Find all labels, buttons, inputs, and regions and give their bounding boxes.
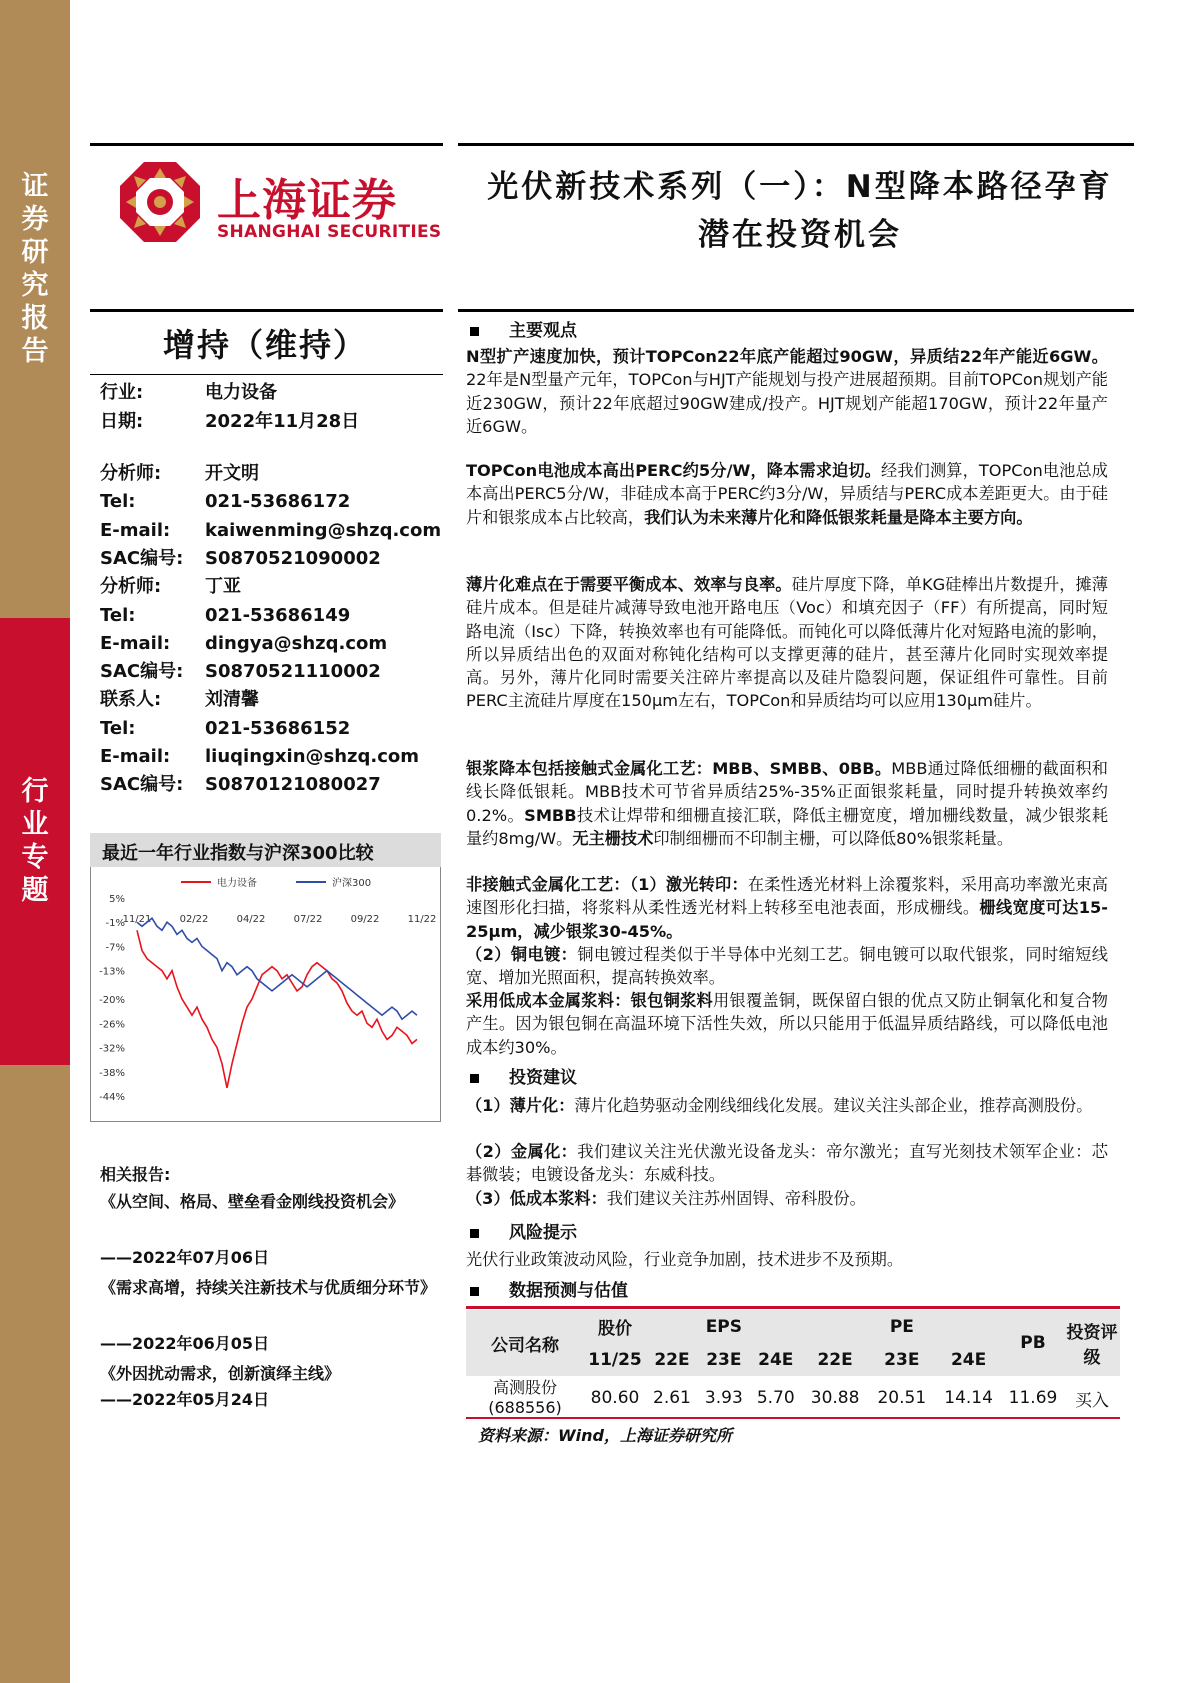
- analyst-name-row: [100, 687, 259, 713]
- chart-title: 最近一年行业指数与沪深300比较: [102, 843, 374, 864]
- index-comparison-chart: [91, 868, 439, 1118]
- th-eps: EPS: [646, 1310, 802, 1343]
- analyst-sac: S0870521090002: [205, 547, 381, 569]
- para-4-smbb: SMBB: [524, 805, 577, 825]
- para-5-body: 在柔性透光材料上涂覆浆料，采用高功率激光束高速图形化扫描，将浆料从柔性透光材料上转移至电池表面，形成栅线。: [466, 875, 1108, 918]
- para-1-body: 22年是N型量产元年，TOPCon与HJT产能规划与投产进展超预期。目前TOPCon规划产能近230GW，预计22年底超过90GW建成/投产。HJT规划产能超170GW，预计22年量产近6GW。: [466, 370, 1108, 436]
- section-main-points-label: 主要观点: [509, 321, 577, 341]
- invest-1-lead: （1）薄片化：: [466, 1096, 575, 1115]
- para-n-type-capacity: [466, 345, 1108, 438]
- para-2-lead: TOPCon电池成本高出PERC约5分/W，降本需求迫切。: [466, 461, 881, 480]
- th-eps-24: 24E: [750, 1343, 802, 1376]
- x-tick-label: 07/22: [293, 914, 323, 926]
- invest-paste: [466, 1187, 1108, 1210]
- related-report-date: ——2022年05月24日: [100, 1390, 270, 1409]
- logo-name-en: SHANGHAI SECURITIES: [217, 222, 442, 242]
- data-source: 资料来源：Wind，上海证券研究所: [478, 1426, 732, 1445]
- section-forecast: [470, 1276, 628, 1301]
- related-report-date: ——2022年06月05日: [100, 1334, 270, 1353]
- analyst-sac-row: [100, 546, 381, 572]
- analyst-name-row: [100, 574, 241, 600]
- analyst-sac_label: SAC编号:: [100, 661, 184, 683]
- invest-3-lead: （3）低成本浆料：: [466, 1189, 607, 1208]
- analyst-tel: 021-53686152: [205, 717, 351, 739]
- industry-label: 行业:: [100, 382, 144, 403]
- invest-3-body: 我们建议关注苏州固锝、帝科股份。: [606, 1189, 866, 1208]
- para-silver-copper: [466, 989, 1108, 1059]
- section-investment-label: 投资建议: [509, 1068, 577, 1088]
- invest-thin-wafer: [466, 1094, 1108, 1117]
- analyst-sac_label: SAC编号:: [100, 547, 184, 569]
- table-row: [466, 1376, 1120, 1420]
- analyst-sac-row: [100, 772, 381, 798]
- analyst-tel_label: Tel:: [100, 604, 136, 626]
- related-report-title[interactable]: 《外因扰动需求，创新演绎主线》: [100, 1364, 341, 1383]
- analyst-sac_label: SAC编号:: [100, 774, 184, 796]
- para-topcon-cost: [466, 459, 1108, 529]
- section-bullet-icon: [470, 1287, 479, 1296]
- para-1-lead: N型扩产速度加快，预计TOPCon22年底产能超过90GW，异质结22年产能近6GW。: [466, 347, 1108, 366]
- header-rule-right: [458, 143, 1134, 146]
- analyst-name: 丁亚: [205, 576, 241, 598]
- section-forecast-label: 数据预测与估值: [509, 1281, 628, 1301]
- td-price: 80.60: [590, 1388, 640, 1408]
- analyst-role: 联系人:: [100, 689, 162, 711]
- para-2-body: 经我们测算，TOPCon电池总成本高出PERC5分/W，非硅成本高于PERC约3分/W，异质结与PERC成本差距更大。由于硅片和银浆成本占比较高，: [466, 461, 1108, 527]
- date-value: 2022年11月28日: [205, 411, 360, 432]
- para-thin-wafer: [466, 573, 1108, 713]
- header-rule-left: [90, 143, 443, 146]
- para-4-body: MBB通过降低细栅的截面积和线长降低银耗。MBB技术可节省异质结25%-35%正面银浆耗量，同时提升转换效率约0.2%。: [466, 759, 1108, 825]
- industry-value: 电力设备: [205, 382, 277, 403]
- section-bullet-icon: [470, 1229, 479, 1238]
- td-pe-23: 20.51: [877, 1388, 927, 1408]
- analyst-tel-row: [100, 716, 350, 742]
- td-company: [466, 1376, 584, 1420]
- para-7-body: 用银覆盖铜，既保留白银的优点又防止铜氧化和复合物产生。因为银包铜在高温环境下活性失效，所以只能用于低温异质结路线，可以降低电池成本约30%。: [466, 991, 1108, 1057]
- y-tick-label: -44%: [99, 1092, 125, 1103]
- th-pe-22: 22E: [802, 1343, 869, 1376]
- analyst-email_label: E-mail:: [100, 746, 171, 767]
- sidebar-category: 行 业 专 题: [21, 776, 49, 906]
- x-tick-label: 11/22: [407, 914, 437, 926]
- td-eps-23: 3.93: [704, 1388, 743, 1408]
- th-eps-23: 23E: [698, 1343, 750, 1376]
- invest-2-lead: （2）金属化：: [466, 1142, 578, 1161]
- table-header-row: [466, 1310, 1120, 1343]
- th-pe-24: 24E: [935, 1343, 1002, 1376]
- para-5-lead: 非接触式金属化工艺：（1）激光转印：: [466, 875, 748, 894]
- para-contact-metallization: [466, 757, 1108, 850]
- analyst-email_label: E-mail:: [100, 519, 171, 541]
- para-6-body: 铜电镀过程类似于半导体中光刻工艺。铜电镀可以取代银浆，同时缩短线宽、增加光照面积，提高转换效率。: [466, 945, 1108, 988]
- analyst-tel: 021-53686172: [205, 491, 351, 513]
- td-eps-22: 2.61: [653, 1388, 691, 1408]
- related-report-date: ——2022年07月06日: [100, 1248, 270, 1267]
- th-pe: PE: [802, 1310, 1002, 1343]
- th-pb: PB: [1002, 1310, 1064, 1376]
- analyst-name: 开文明: [205, 463, 259, 484]
- analyst-tel: 021-53686149: [205, 604, 351, 626]
- risk-text: 光伏行业政策波动风险，行业竞争加剧，技术进步不及预期。: [466, 1250, 904, 1269]
- header-rule-right-bottom: [458, 309, 1134, 312]
- analyst-email: liuqingxin@shzq.com: [205, 746, 420, 767]
- analyst-sac-row: [100, 659, 381, 685]
- para-3-lead: 薄片化难点在于需要平衡成本、效率与良率。: [466, 575, 792, 594]
- chart-header: [90, 833, 441, 867]
- y-tick-label: -26%: [99, 1019, 125, 1031]
- td-pe-24: 14.14: [944, 1388, 993, 1408]
- x-tick-label: 11/21: [122, 914, 152, 926]
- date-label: 日期:: [100, 411, 144, 432]
- analyst-email-row: [100, 631, 387, 657]
- logo-name-cn: 上海证券: [217, 175, 397, 226]
- related-report-title[interactable]: 《需求高增，持续关注新技术与优质细分环节》: [100, 1278, 437, 1297]
- invest-2-body: 我们建议关注光伏激光设备龙头：帝尔激光；直写光刻技术领军企业：芯碁微装；电镀设备龙头：东威科技。: [466, 1142, 1108, 1185]
- y-tick-label: -1%: [105, 918, 125, 930]
- company-name: 高测股份: [492, 1378, 557, 1397]
- para-4-body-3: 印制细栅而不印制主栅，可以降低80%银浆耗量。: [653, 828, 1014, 848]
- x-tick-label: 09/22: [350, 914, 380, 926]
- sidebar: [0, 0, 70, 1683]
- legend-label: 电力设备: [217, 878, 257, 889]
- th-eps-22: 22E: [646, 1343, 698, 1376]
- analyst-role: 分析师:: [100, 576, 162, 598]
- th-price: 股价: [584, 1310, 646, 1343]
- valuation-table: [466, 1310, 1120, 1420]
- section-risk: [470, 1218, 577, 1243]
- th-company: 公司名称: [466, 1310, 584, 1376]
- x-tick-label: 02/22: [179, 914, 209, 926]
- section-risk-label: 风险提示: [509, 1223, 577, 1243]
- invest-1-body: 薄片化趋势驱动金刚线细线化发展。建议关注头部企业，推荐高测股份。: [574, 1096, 1093, 1115]
- analyst-email: kaiwenming@shzq.com: [205, 519, 442, 541]
- x-tick-label: 04/22: [236, 914, 266, 926]
- analyst-name: 刘清馨: [205, 689, 259, 711]
- header-rule-left-bottom: [90, 309, 443, 312]
- analyst-email_label: E-mail:: [100, 632, 171, 654]
- report-title-line1: 光伏新技术系列（一）：N型降本路径孕育: [487, 169, 1113, 205]
- industry-row: [100, 380, 277, 406]
- rating: 增持（维持）: [162, 326, 367, 364]
- analyst-tel-row: [100, 603, 350, 629]
- td-pb: 11.69: [1008, 1388, 1058, 1408]
- para-4-body-2: 技术让焊带和细栅直接汇联，降低主栅宽度，增加栅线数量，减少银浆耗量约8mg/W。: [466, 805, 1109, 848]
- analyst-tel_label: Tel:: [100, 717, 136, 739]
- table-bottom-rule: [466, 1417, 1120, 1419]
- analyst-email-row: [100, 744, 419, 770]
- para-5-conclusion: 栅线宽度可达15-25μm，减少银浆30-45%。: [466, 898, 1109, 941]
- th-rating: 投资评级: [1064, 1310, 1120, 1376]
- para-copper-plating: [466, 943, 1108, 990]
- td-pe-22: 30.88: [810, 1388, 860, 1408]
- para-2-conclusion: 我们认为未来薄片化和降低银浆耗量是降本主要方向。: [644, 507, 1033, 527]
- analyst-email-row: [100, 518, 441, 544]
- td-rating: 买入: [1075, 1390, 1109, 1411]
- para-4-no-busbar: 无主栅技术: [572, 828, 654, 848]
- y-tick-label: -7%: [105, 942, 125, 954]
- para-3-body: 硅片厚度下降，单KG硅棒出片数提升，摊薄硅片成本。但是硅片减薄导致电池开路电压（Voc）和填充因子（FF）有所提高，同时短路电流（Isc）下降，转换效率也有可能降低。而钝化可以降低薄片化对短路电流的影响，所以异质结出色的双面对称钝化结构可以支撑更薄的硅片，甚至薄片化同时实现效率提高。另外，薄片化同时需要关注碎片率提高以及硅片隐裂问题，保证组件可靠性。目前PERC主流硅片厚度在150μm左右，TOPCon和异质结均可以应用130μm硅片。: [466, 575, 1108, 711]
- series-line-1: [137, 918, 417, 1019]
- analyst-tel_label: Tel:: [100, 491, 136, 513]
- section-investment: [470, 1063, 577, 1088]
- y-tick-label: -13%: [99, 966, 125, 978]
- report-title-line2: 潜在投资机会: [698, 217, 902, 253]
- related-label: 相关报告:: [100, 1165, 171, 1184]
- invest-metallization: [466, 1140, 1108, 1187]
- sidebar-report-type: 证 券 研 究 报 告: [21, 171, 49, 367]
- rating-divider: [90, 374, 443, 375]
- th-price-date: 11/25: [584, 1343, 646, 1376]
- legend-label: 沪深300: [332, 878, 372, 889]
- table-top-rule: [466, 1306, 1120, 1309]
- logo-emblem-icon: [118, 160, 202, 244]
- para-6-lead: （2）铜电镀：: [466, 945, 578, 964]
- analyst-role: 分析师:: [100, 463, 162, 484]
- y-tick-label: -38%: [99, 1067, 125, 1079]
- related-report-title[interactable]: 《从空间、格局、壁垒看金刚线投资机会》: [100, 1192, 405, 1211]
- section-main-points: [470, 316, 577, 341]
- analyst-sac: S0870121080027: [205, 774, 381, 796]
- y-tick-label: 5%: [109, 894, 125, 905]
- analyst-name-row: [100, 461, 259, 487]
- section-bullet-icon: [470, 327, 479, 336]
- analyst-email: dingya@shzq.com: [205, 632, 388, 654]
- analyst-sac: S0870521110002: [205, 661, 381, 683]
- para-4-lead: 银浆降本包括接触式金属化工艺：MBB、SMBB、0BB。: [466, 759, 892, 778]
- date-row: [100, 409, 359, 435]
- company-code: (688556): [488, 1398, 562, 1417]
- section-bullet-icon: [470, 1074, 479, 1083]
- para-laser-transfer: [466, 873, 1108, 943]
- y-tick-label: -32%: [99, 1043, 125, 1055]
- para-7-lead: 采用低成本金属浆料：银包铜浆料: [466, 991, 714, 1010]
- th-pe-23: 23E: [868, 1343, 935, 1376]
- y-tick-label: -20%: [99, 995, 125, 1007]
- td-eps-24: 5.70: [756, 1388, 795, 1408]
- analyst-tel-row: [100, 489, 350, 515]
